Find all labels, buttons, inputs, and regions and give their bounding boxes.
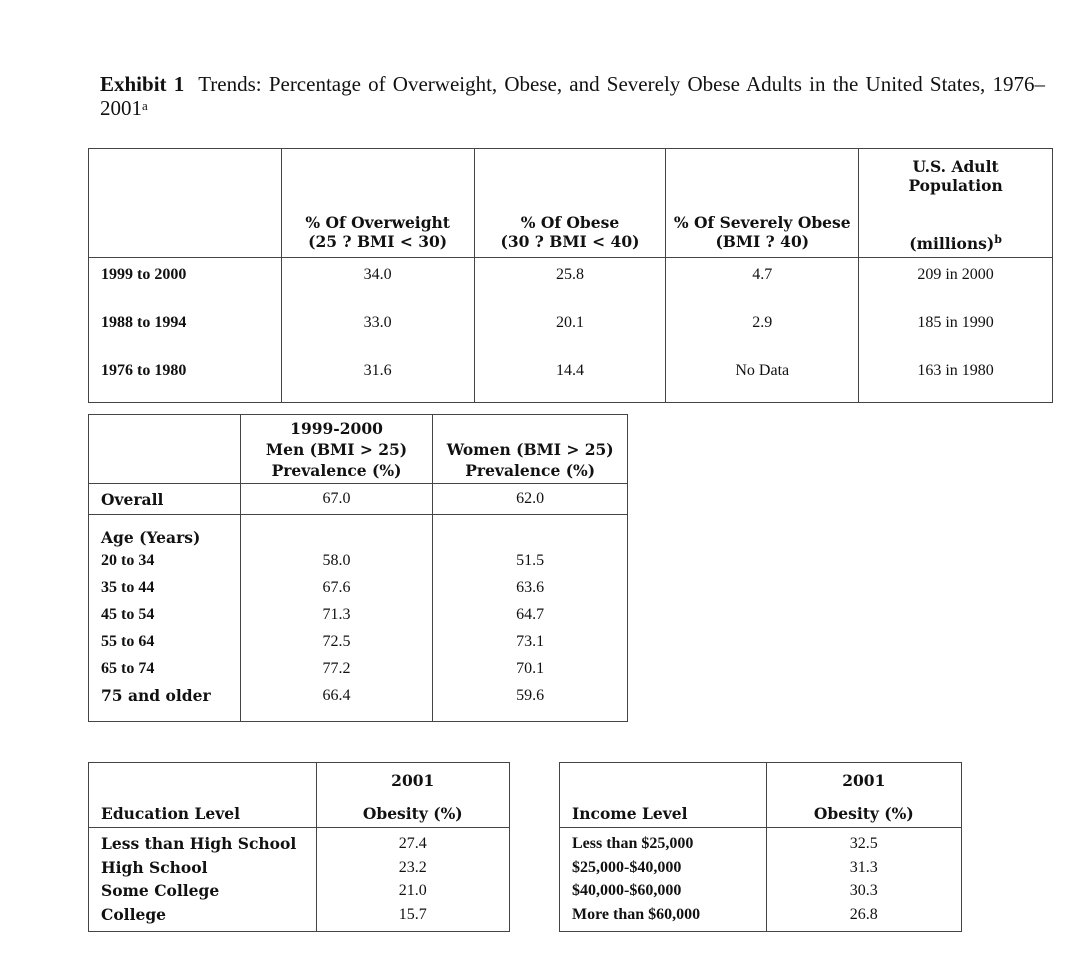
education-label: Some College [101, 881, 220, 900]
education-labels [89, 828, 317, 932]
women-cell: 64.7 [433, 601, 628, 628]
prevalence-header-blank [89, 415, 241, 484]
women-header: Women (BMI > 25) Prevalence (%) [433, 415, 628, 484]
income-header-row [560, 763, 962, 828]
income-label: Less than $25,000 [572, 835, 694, 852]
men-cell: 58.0 [240, 547, 433, 574]
education-label: Less than High School [101, 834, 297, 853]
trends-header-blank [89, 149, 282, 258]
period-cell: 1999 to 2000 [101, 266, 187, 283]
overall-label: Overall [89, 484, 241, 515]
age-cell: 55 to 64 [101, 632, 155, 650]
age-row [89, 601, 628, 628]
men-cell: 66.4 [240, 682, 433, 722]
income-label: $25,000-$40,000 [572, 858, 682, 876]
population-cell: 185 in 1990 [859, 306, 1053, 354]
overall-row [89, 484, 628, 515]
income-body-row [560, 828, 962, 932]
education-values [316, 828, 510, 932]
overweight-cell: 33.0 [281, 306, 474, 354]
education-header-row [89, 763, 510, 828]
population-cell: 209 in 2000 [859, 258, 1053, 307]
exhibit-title-text: Trends: Percentage of Overweight, Obese, and Severely Obese Adults in the United States, 1976–2001 [100, 72, 1045, 120]
trends-header-row [89, 149, 1053, 258]
obese-cell: 14.4 [474, 354, 666, 403]
income-value: 30.3 [849, 882, 878, 899]
population-header-top: U.S. Adult Population [908, 157, 1003, 195]
severely-obese-header: % Of Severely Obese (BMI ? 40) [666, 149, 859, 258]
title-footnote-marker: a [142, 98, 148, 113]
obese-cell: 20.1 [474, 306, 666, 354]
age-cell: 75 and older [101, 686, 211, 705]
education-level-header: Education Level [89, 763, 317, 828]
exhibit-label: Exhibit 1 [100, 72, 185, 96]
population-units: (millions) [909, 234, 995, 253]
exhibit-title [100, 72, 1045, 120]
trends-row [89, 258, 1053, 307]
income-level-header: Income Level [560, 763, 767, 828]
women-overall-cell: 62.0 [433, 484, 628, 515]
age-row [89, 547, 628, 574]
education-obesity-table [88, 762, 510, 932]
women-cell: 51.5 [433, 547, 628, 574]
income-obesity-header [766, 763, 961, 828]
income-value: 32.5 [849, 835, 878, 852]
population-footnote-marker: b [994, 232, 1002, 246]
population-cell: 163 in 1980 [859, 354, 1053, 403]
education-value-header: Obesity (%) [362, 804, 463, 823]
severe-cell: 4.7 [666, 258, 859, 307]
education-value: 15.7 [398, 905, 427, 923]
age-row [89, 682, 628, 722]
men-overall-cell: 67.0 [240, 484, 433, 515]
income-label: $40,000-$60,000 [572, 882, 682, 899]
age-row [89, 628, 628, 655]
income-year-header: 2001 [842, 771, 886, 790]
education-value: 27.4 [398, 835, 427, 852]
age-cell: 65 to 74 [101, 659, 155, 677]
education-obesity-header [316, 763, 510, 828]
education-body-row [89, 828, 510, 932]
age-women-blank [433, 515, 628, 548]
trends-row [89, 306, 1053, 354]
women-cell: 70.1 [433, 655, 628, 682]
trends-table [88, 148, 1053, 403]
men-cell: 72.5 [240, 628, 433, 655]
population-header-units [859, 233, 1052, 253]
income-obesity-table [559, 762, 962, 932]
overweight-header: % Of Overweight (25 ? BMI < 30) [281, 149, 474, 258]
obese-cell: 25.8 [474, 258, 666, 307]
education-value: 21.0 [398, 882, 427, 899]
men-cell: 67.6 [240, 574, 433, 601]
women-cell: 59.6 [433, 682, 628, 722]
age-cell: 20 to 34 [101, 551, 155, 569]
prevalence-header-row [89, 415, 628, 484]
age-cell: 35 to 44 [101, 578, 155, 596]
income-values [766, 828, 961, 932]
overweight-cell: 34.0 [281, 258, 474, 307]
age-label: Age (Years) [101, 528, 201, 547]
women-cell: 73.1 [433, 628, 628, 655]
age-row [89, 574, 628, 601]
age-men-blank [240, 515, 433, 548]
overweight-cell: 31.6 [281, 354, 474, 403]
men-cell: 71.3 [240, 601, 433, 628]
prevalence-by-sex-table [88, 414, 628, 722]
age-cell: 45 to 54 [101, 605, 155, 623]
men-cell: 77.2 [240, 655, 433, 682]
age-row [89, 655, 628, 682]
men-header: 1999-2000 Men (BMI > 25) Prevalence (%) [240, 415, 433, 484]
age-group-header-row [89, 515, 628, 548]
trends-row [89, 354, 1053, 403]
education-year-header: 2001 [391, 771, 435, 790]
income-value: 26.8 [849, 905, 878, 923]
period-cell: 1976 to 1980 [101, 362, 187, 379]
income-labels [560, 828, 767, 932]
income-value-header: Obesity (%) [813, 804, 914, 823]
income-value: 31.3 [849, 858, 878, 876]
obese-header: % Of Obese (30 ? BMI < 40) [474, 149, 666, 258]
period-cell: 1988 to 1994 [101, 314, 187, 331]
education-value: 23.2 [398, 858, 427, 876]
population-header [859, 149, 1053, 258]
severe-cell: 2.9 [666, 306, 859, 354]
severe-cell: No Data [666, 354, 859, 403]
education-label: High School [101, 857, 208, 877]
women-cell: 63.6 [433, 574, 628, 601]
income-label: More than $60,000 [572, 905, 701, 923]
education-label: College [101, 904, 167, 924]
